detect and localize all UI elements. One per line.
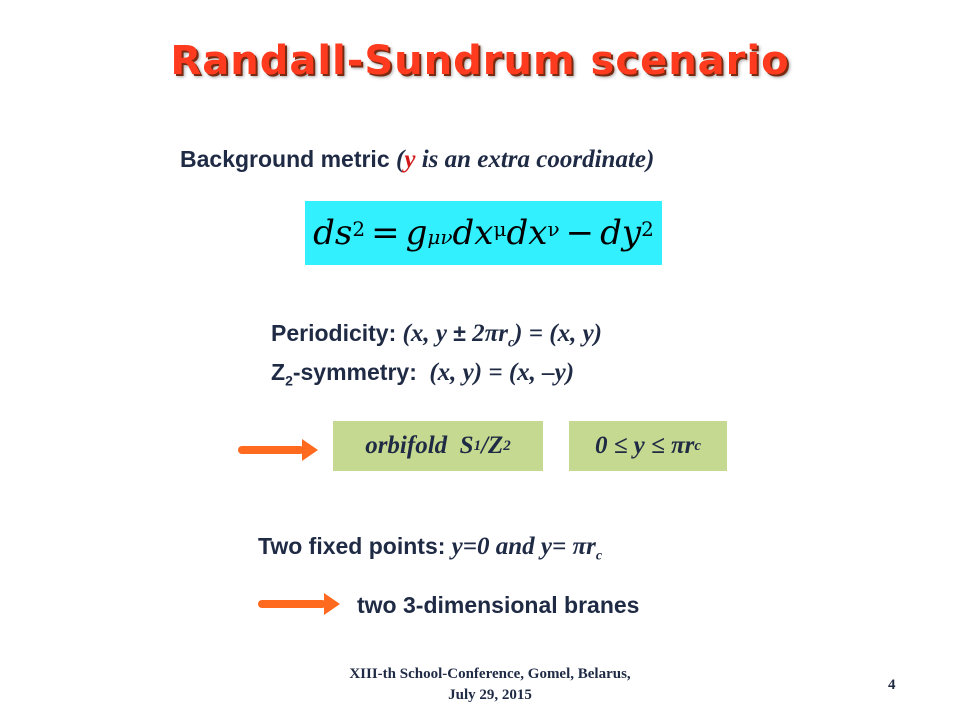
background-metric-label: Background metric <box>180 146 396 172</box>
footer-line-2: July 29, 2015 <box>448 687 532 703</box>
fixed-points-line <box>258 533 602 565</box>
fixed-points-expr: y=0 and y= πr <box>445 533 596 560</box>
branes-text: two 3-dimensional branes <box>357 592 640 618</box>
orbifold-arrow-icon <box>238 446 304 454</box>
z2-label-b: -symmetry: <box>292 359 417 385</box>
slide-title: Randall-Sundrum scenario <box>170 38 790 84</box>
mu-superscript: μ <box>493 217 507 241</box>
branes-line <box>357 592 639 619</box>
g-subscript: μν <box>427 225 453 249</box>
periodicity-expr-a: (x, y <box>396 320 454 347</box>
footer-conference <box>300 664 680 706</box>
page-number: 4 <box>888 677 896 693</box>
dx-nu-term: dx <box>506 213 548 253</box>
metric-equation-box <box>305 201 662 265</box>
z2-symmetry-line <box>271 359 574 389</box>
extra-coordinate-note: is an extra coordinate) <box>415 146 655 173</box>
paren-open: ( <box>396 146 405 173</box>
g-term: g <box>405 213 428 253</box>
branes-arrow-icon <box>258 600 326 608</box>
periodicity-expr-c: ) = (x, y) <box>514 320 602 347</box>
z2-expr: (x, y) = (x, –y) <box>416 359 575 386</box>
dx-mu-term: dx <box>452 213 494 253</box>
fixed-points-label: Two fixed points: <box>258 533 446 559</box>
ds-exponent: 2 <box>352 217 366 241</box>
periodicity-expr-b: 2πr <box>465 320 508 347</box>
background-metric-line <box>180 146 654 174</box>
orbifold-sub: 2 <box>503 437 511 454</box>
z2-label-a: Z <box>271 359 286 385</box>
orbifold-text: orbifold S <box>365 432 474 459</box>
periodicity-line <box>271 320 602 352</box>
orbifold-sup: 1 <box>473 437 482 454</box>
minus-sign: − <box>565 213 595 253</box>
ds-term: ds <box>313 213 353 253</box>
extra-coordinate-var: y <box>404 146 416 173</box>
plus-minus-sign: ± <box>453 320 466 346</box>
dy-term: dy <box>600 213 642 253</box>
fixed-points-sub: c <box>595 548 603 564</box>
nu-superscript: ν <box>547 217 560 241</box>
dy-exponent: 2 <box>641 217 654 241</box>
range-text: 0 ≤ y ≤ πr <box>594 432 695 459</box>
range-box <box>569 421 727 471</box>
periodicity-sub: c <box>507 335 515 351</box>
periodicity-label: Periodicity: <box>271 320 397 346</box>
footer-line-1: XIII-th School-Conference, Gomel, Belarus, <box>349 666 631 682</box>
orbifold-mid: /Z <box>481 432 504 459</box>
z2-label-sub: 2 <box>285 372 293 389</box>
orbifold-box <box>333 421 543 471</box>
range-sub: c <box>694 437 702 454</box>
equals-sign: = <box>371 213 400 253</box>
